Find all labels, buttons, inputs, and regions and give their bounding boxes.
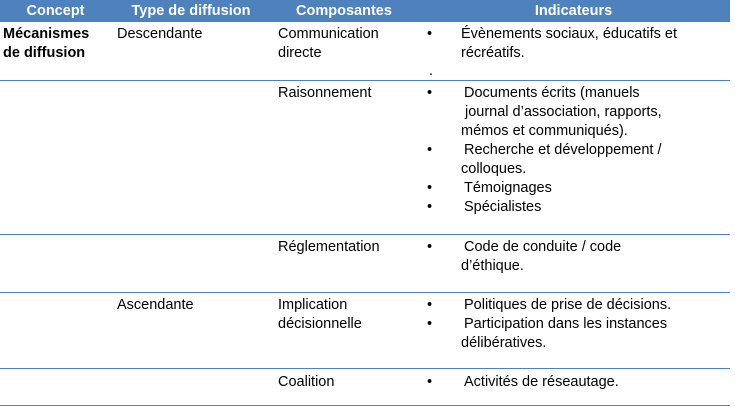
indicateur-text: Politiques de prise de décisions.: [464, 297, 672, 313]
indicateur-text: Code de conduite / code: [464, 239, 622, 255]
indicateur-text: Témoignages: [464, 180, 552, 196]
composante-communication-line2: directe: [278, 45, 322, 61]
bullet: •: [427, 239, 433, 255]
composante-implication-line2: décisionnelle: [278, 316, 362, 332]
header-type: Type de diffusion: [131, 3, 251, 19]
table-header: [0, 0, 730, 22]
stray-dot: .: [429, 63, 434, 79]
bullet: •: [427, 85, 433, 101]
row-divider: [0, 292, 730, 293]
bullet: •: [427, 26, 433, 42]
composante-communication: Communication: [278, 26, 379, 42]
bullet: •: [427, 374, 433, 390]
row-divider: [0, 368, 730, 369]
indicateur-text: mémos et communiqués).: [461, 123, 628, 139]
indicateur-text: Évènements sociaux, éducatifs et: [461, 26, 678, 42]
indicateur-text: Recherche et développement /: [464, 142, 662, 158]
indicateur-text: Spécialistes: [464, 199, 542, 215]
header-composantes: Composantes: [296, 3, 392, 19]
bullet: •: [427, 180, 433, 196]
header-indicateurs: Indicateurs: [534, 3, 613, 19]
type-descendante: Descendante: [117, 26, 203, 42]
bullet: •: [427, 316, 433, 332]
concept-label-line1: Mécanismes: [3, 26, 90, 42]
indicateur-text: délibératives.: [461, 335, 547, 351]
composante-reglementation: Réglementation: [278, 239, 380, 255]
type-ascendante: Ascendante: [117, 297, 194, 313]
row-divider: [0, 234, 730, 235]
composante-implication: Implication: [278, 297, 348, 313]
header-concept: Concept: [26, 3, 85, 19]
row-divider: [0, 405, 730, 406]
composante-raisonnement: Raisonnement: [278, 85, 372, 101]
indicateur-text: colloques.: [461, 161, 527, 177]
indicateur-text: Participation dans les instances: [464, 316, 668, 332]
indicateur-text: Activités de réseautage.: [464, 374, 619, 390]
indicateur-text: d’éthique.: [461, 258, 524, 274]
bullet: •: [427, 142, 433, 158]
indicateur-text: récréatifs.: [461, 45, 525, 61]
row-divider: [0, 80, 730, 81]
indicateur-text: Documents écrits (manuels: [464, 85, 640, 101]
composante-coalition: Coalition: [278, 374, 335, 390]
indicateur-text: journal d’association, rapports,: [465, 104, 662, 120]
bullet: •: [427, 297, 433, 313]
concept-label-line2: de diffusion: [3, 45, 86, 61]
bullet: •: [427, 199, 433, 215]
